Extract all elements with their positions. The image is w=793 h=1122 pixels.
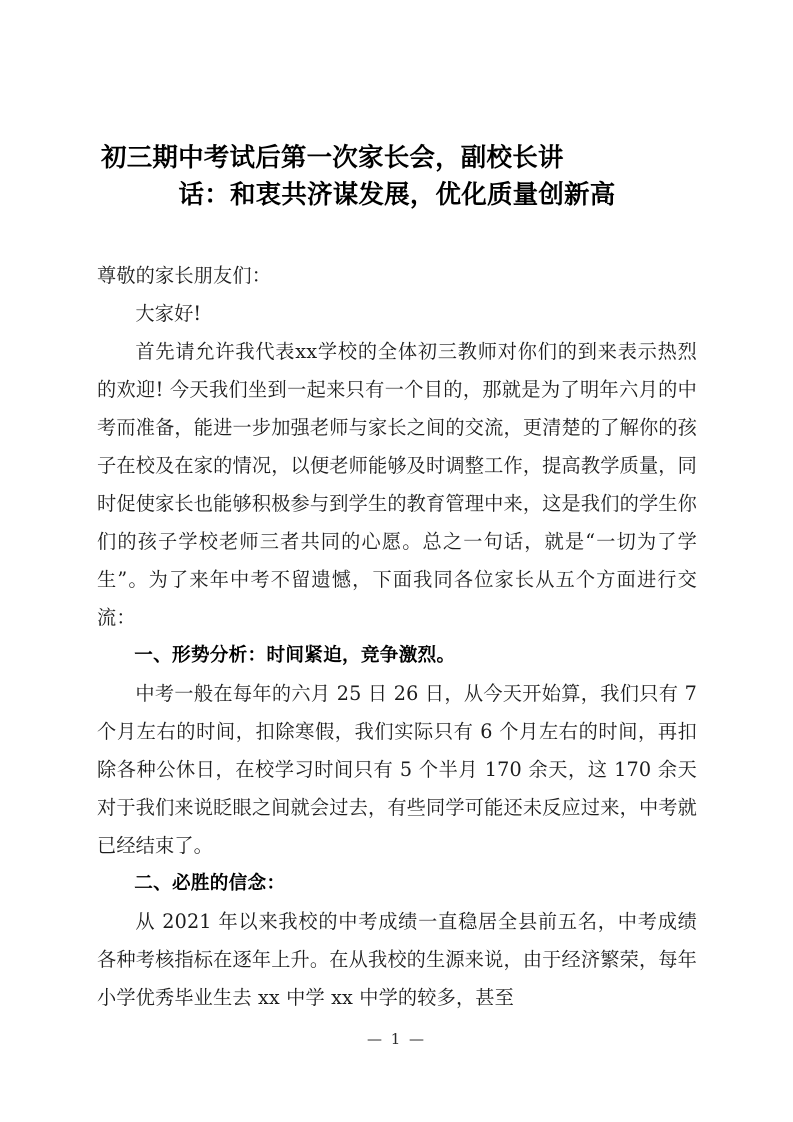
section-heading-two: 二、必胜的信念： [134,873,286,894]
document-content [97,140,697,1017]
section-heading-one: 一、形势分析：时间紧迫，竞争激烈。 [134,645,456,666]
greeting-paragraph: 大家好! [135,302,202,325]
opening-paragraph: 首先请允许我代表xx学校的全体初三教师对你们的到来表示热烈的欢迎! 今天我们坐到一起来只有一个目的，那就是为了明年六月的中考而准备，能进一步加强老师与家长之间的交流，更清楚的了解你的孩子在校及在家的情况，以便老师能够及时调整工作，提高教学质量，同时促使家长也能够积极参与到学生的教育管理中来，这是我们的学生你们的孩子学校老师三者共同的心愿。总之一句话，就是“一切为了学生”。为了来年中考不留遗憾，下面我同各位家长从五个方面进行交流： [97,340,697,629]
section-one-paragraph: 中考一般在每年的六月 25 日 26 日，从今天开始算，我们只有 7 个月左右的时间，扣除寒假，我们实际只有 6 个月左右的时间，再扣除各种公休日，在校学习时间只有 5 个半月 170 余天，这 170 余天对于我们来说眨眼之间就会过去，有些同学可能还未反应过来，中考就已经结束了。 [97,682,697,857]
document-paragraphs [97,257,697,1017]
page-number-footer: — 1 — [366,1030,427,1048]
page-title-line-2: 话：和衷共济谋发展，优化质量创新高 [178,180,616,210]
section-two-paragraph: 从 2021 年以来我校的中考成绩一直稳居全县前五名，中考成绩各种考核指标在逐年上升。在从我校的生源来说，由于经济繁荣，每年小学优秀毕业生去 xx 中学 xx 中学的较多，甚至 [97,910,697,1009]
page-title [97,140,697,214]
salutation-paragraph: 尊敬的家长朋友们： [97,264,272,287]
page-title-line-1: 初三期中考试后第一次家长会，副校长讲 [101,143,564,173]
